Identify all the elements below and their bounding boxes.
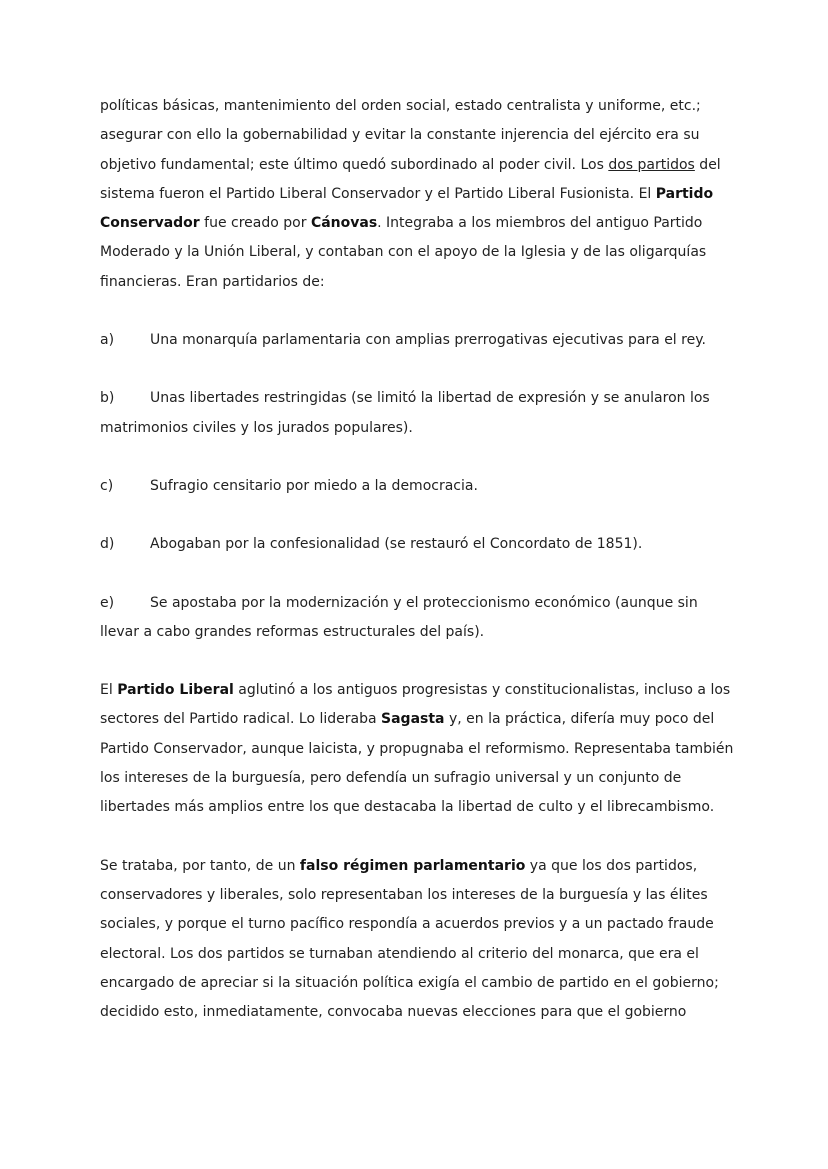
paragraph-gap: [100, 647, 740, 676]
list-item-text: Abogaban por la confesionalidad (se restauró el Concordato de 1851).: [150, 536, 643, 553]
list-item-letter: c): [100, 477, 114, 494]
paragraph-partido-liberal: [100, 676, 740, 822]
list-item-text: Se apostaba por la modernización y el proteccionismo económico (aunque sin llevar a cabo grandes reformas estructurales del país).: [100, 594, 698, 640]
text-run: políticas básicas, mantenimiento del orden social, estado centralista y uniforme, etc.; asegurar con ello la gobernabilidad y evitar la constante injerencia del ejército era su objetivo fundamental; este último quedó subordinado al poder civil. Los: [100, 98, 701, 173]
underlined-term-dos-partidos: dos partidos: [608, 156, 695, 173]
bold-term-partido-liberal: Partido Liberal: [117, 682, 234, 699]
bold-term-falso-regimen: falso régimen parlamentario: [299, 857, 526, 874]
paragraph-falso-regimen: [100, 852, 740, 1028]
text-run: El: [100, 682, 118, 699]
paragraph-gap: [100, 355, 740, 384]
list-item-b: [100, 384, 740, 443]
bold-term-partido-conservador: Partido Conservador: [100, 185, 714, 232]
text-run: Se trataba, por tanto, de un: [100, 857, 300, 874]
list-item-c: [100, 472, 740, 501]
paragraph-gap: [100, 443, 740, 472]
text-run: . Integraba a los miembros del antiguo Partido Moderado y la Unión Liberal, y contaban con el apoyo de la Iglesia y de las oligarquías financieras. Eran partidarios de:: [100, 215, 707, 290]
text-run: del sistema fueron el Partido Liberal Conservador y el Partido Liberal Fusionista. El: [100, 156, 721, 202]
text-run: fue creado por: [199, 215, 311, 232]
list-item-letter: a): [100, 332, 115, 349]
list-item-d: [100, 530, 740, 559]
list-item-text: Sufragio censitario por miedo a la democracia.: [150, 477, 478, 494]
list-item-e: [100, 589, 740, 648]
list-item-text: Unas libertades restringidas (se limitó la libertad de expresión y se anularon los matrimonios civiles y los jurados populares).: [100, 390, 710, 436]
text-run: ya que los dos partidos, conservadores y liberales, solo representaban los intereses de la burguesía y las élites sociales, y porque el turno pacífico respondía a acuerdos previos y a un pactado fraude electoral. Los dos partidos se turnaban atendiendo al criterio del monarca, que era el encargado de apreciar si la situación política exigía el cambio de partido en el gobierno; decidido esto, inmediatamente, convocaba nuevas elecciones para que el gobierno: [100, 857, 719, 1021]
document-page: [100, 92, 740, 1027]
list-item-letter: b): [100, 390, 115, 407]
bold-term-canovas: Cánovas: [310, 215, 378, 232]
paragraph-intro: [100, 92, 740, 297]
paragraph-gap: [100, 297, 740, 326]
list-item-a: [100, 326, 740, 355]
paragraph-gap: [100, 501, 740, 530]
list-item-letter: e): [100, 594, 115, 611]
text-run: y, en la práctica, difería muy poco del Partido Conservador, aunque laicista, y propugnaba el reformismo. Representaba también los intereses de la burguesía, pero defendía un sufragio universal y un conjunto de libertades más amplios entre los que destacaba la libertad de culto y el librecambismo.: [100, 711, 734, 816]
paragraph-gap: [100, 823, 740, 852]
list-item-text: Una monarquía parlamentaria con amplias prerrogativas ejecutivas para el rey.: [150, 332, 706, 349]
bold-term-sagasta: Sagasta: [381, 711, 445, 728]
text-run: aglutinó a los antiguos progresistas y constitucionalistas, incluso a los sectores del Partido radical. Lo lideraba: [100, 682, 731, 728]
list-item-letter: d): [100, 536, 115, 553]
paragraph-gap: [100, 560, 740, 589]
